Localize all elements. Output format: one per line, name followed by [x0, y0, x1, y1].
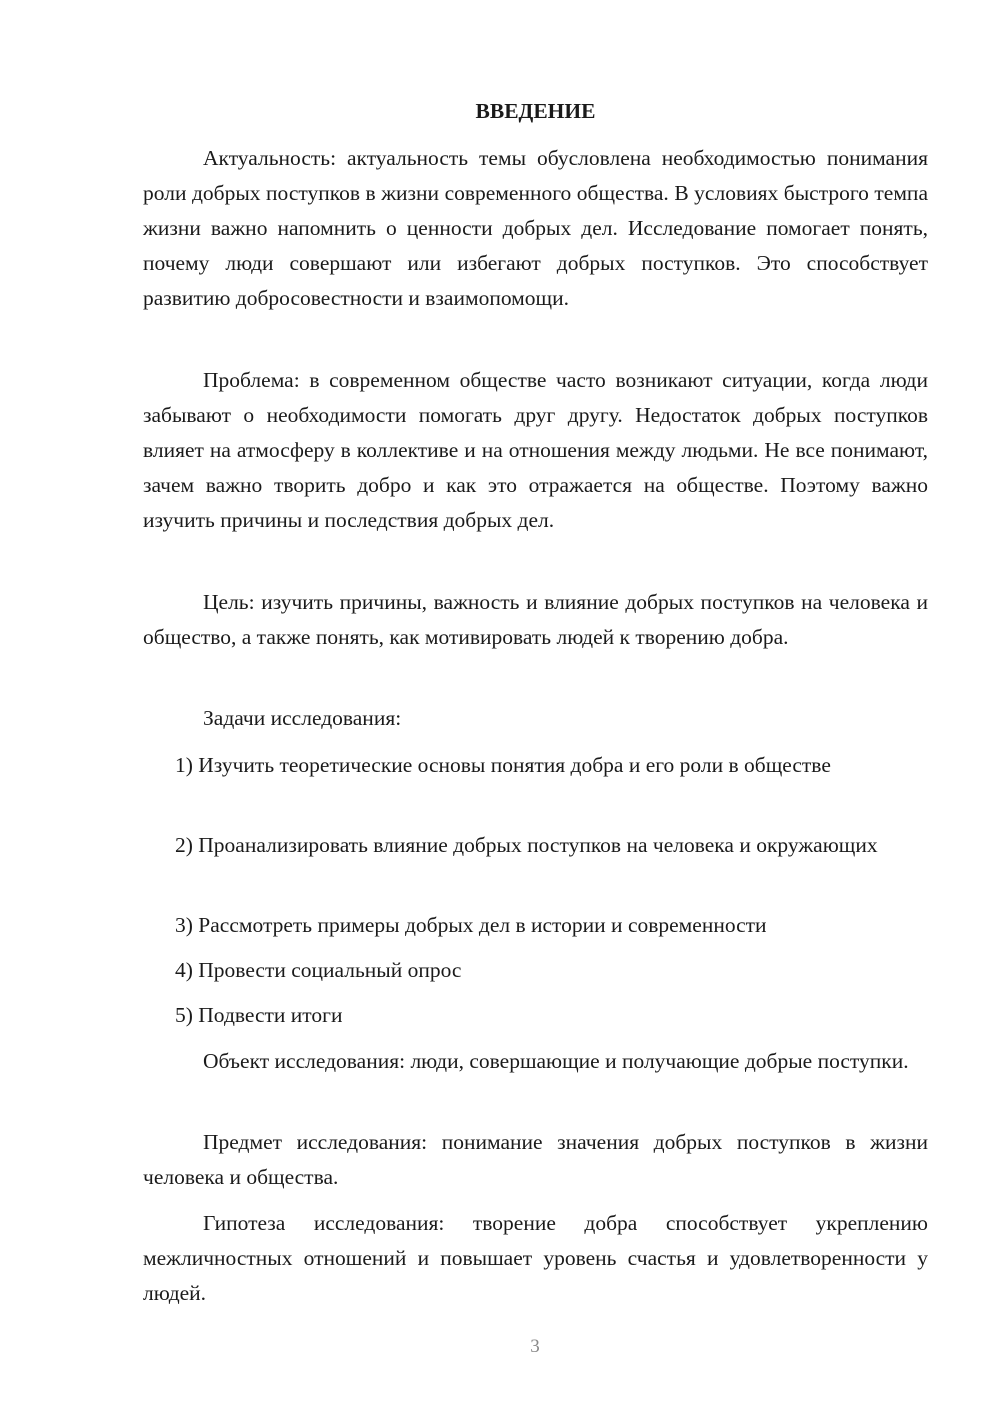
task-item: 5) Подвести итоги	[175, 1003, 343, 1027]
relevance-paragraph: Актуальность: актуальность темы обусловлена необходимостью понимания роли добрых поступков в жизни современного общества. В условиях быстрого темпа жизни важно напомнить о ценности добрых дел. Исследование помогает понять, почему люди совершают или избегают добрых поступков. Это способствует развитию добросовестности и взаимопомощи.	[143, 146, 928, 310]
page-title: ВВЕДЕНИЕ	[475, 99, 596, 123]
task-item: 2) Проанализировать влияние добрых поступков на человека и окружающих	[175, 833, 878, 857]
subject-paragraph: Предмет исследования: понимание значения добрых поступков в жизни человека и общества.	[143, 1130, 928, 1189]
goal-paragraph: Цель: изучить причины, важность и влияние добрых поступков на человека и общество, а также понять, как мотивировать людей к творению добра.	[143, 590, 928, 649]
tasks-heading: Задачи исследования:	[203, 706, 402, 730]
task-item: 3) Рассмотреть примеры добрых дел в истории и современности	[175, 913, 767, 937]
page-number: 3	[530, 1336, 540, 1357]
task-item: 1) Изучить теоретические основы понятия добра и его роли в обществе	[175, 753, 831, 777]
problem-paragraph: Проблема: в современном обществе часто возникают ситуации, когда люди забывают о необходимости помогать друг другу. Недостаток добрых поступков влияет на атмосферу в коллективе и на отношения между людьми. Не все понимают, зачем важно творить добро и как это отражается на обществе. Поэтому важно изучить причины и последствия добрых дел.	[143, 368, 928, 532]
object-paragraph: Объект исследования: люди, совершающие и получающие добрые поступки.	[203, 1049, 909, 1073]
task-item: 4) Провести социальный опрос	[175, 958, 462, 982]
hypothesis-paragraph: Гипотеза исследования: творение добра способствует укреплению межличностных отношений и повышает уровень счастья и удовлетворенности у людей.	[143, 1211, 928, 1305]
